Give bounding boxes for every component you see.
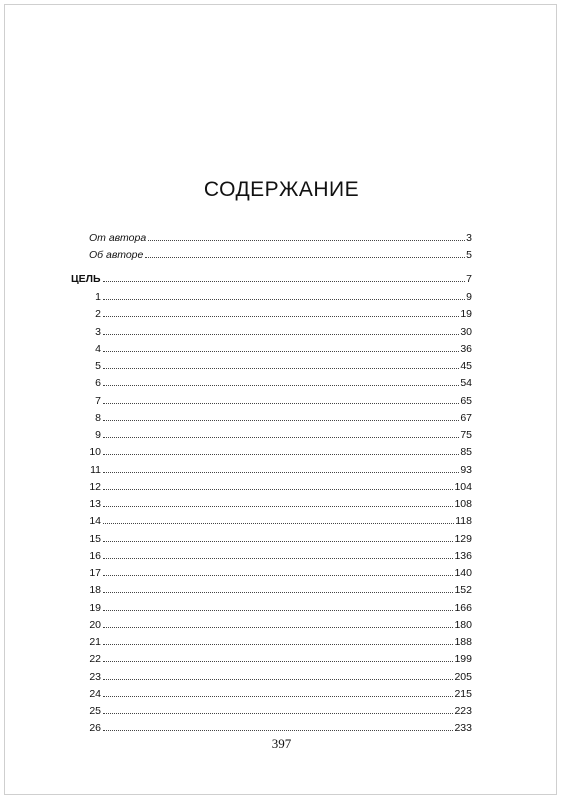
dot-leader xyxy=(103,420,459,421)
dot-leader xyxy=(103,541,453,542)
toc-entry-chapter[interactable] xyxy=(89,649,472,665)
toc-entry-chapter[interactable] xyxy=(89,529,472,545)
toc-entry-label: 12 xyxy=(89,480,101,493)
page-title: СОДЕРЖАНИЕ xyxy=(203,178,360,201)
toc-entry-chapter[interactable] xyxy=(89,563,472,579)
toc-entry-page: 3 xyxy=(466,232,472,244)
dot-leader xyxy=(103,454,459,455)
dot-leader xyxy=(103,368,459,369)
dot-leader xyxy=(103,730,453,731)
toc-entry-page: 67 xyxy=(460,411,472,424)
toc-entry-label: 1 xyxy=(95,291,101,303)
toc-entry-page: 75 xyxy=(460,429,472,441)
toc-entry-label: 14 xyxy=(89,515,101,528)
toc-entry-page: 93 xyxy=(460,463,472,476)
toc-entry-chapter[interactable] xyxy=(89,460,472,476)
toc-entry-page: 65 xyxy=(460,394,472,407)
toc-entry-chapter[interactable] xyxy=(89,615,472,631)
toc-entry-page: 85 xyxy=(460,446,472,459)
dot-leader xyxy=(103,437,459,438)
toc-entry-chapter[interactable] xyxy=(89,287,472,303)
toc-entry-chapter[interactable] xyxy=(89,632,472,648)
toc-entry-label: 19 xyxy=(89,601,101,614)
toc-entry-page: 180 xyxy=(454,618,472,631)
toc-entry-page: 19 xyxy=(460,308,472,321)
toc-entry-label: 9 xyxy=(95,429,101,441)
toc-entry-chapter[interactable] xyxy=(89,408,472,424)
toc-entry-page: 5 xyxy=(466,249,472,261)
toc-entry-label: 22 xyxy=(89,653,101,666)
toc-part-page: 7 xyxy=(466,273,472,285)
toc-entry-page: 54 xyxy=(460,377,472,390)
toc-entry-chapter[interactable] xyxy=(89,718,472,734)
dot-leader xyxy=(145,257,465,258)
toc-entry-label: Об авторе xyxy=(89,249,144,261)
dot-leader xyxy=(103,679,453,680)
toc-entry-chapter[interactable] xyxy=(89,546,472,562)
toc-entry-chapter[interactable] xyxy=(89,339,472,355)
dot-leader xyxy=(103,610,453,611)
dot-leader xyxy=(103,523,454,524)
toc-entry-label: 11 xyxy=(90,463,101,476)
toc-entry-label: 7 xyxy=(95,394,101,407)
dot-leader xyxy=(103,351,459,352)
toc-entry-chapter[interactable] xyxy=(89,701,472,717)
toc-entry-chapter[interactable] xyxy=(89,598,472,614)
toc-entry-label: 5 xyxy=(95,360,101,372)
toc-entry-page: 205 xyxy=(454,670,472,683)
dot-leader xyxy=(103,403,459,404)
dot-leader xyxy=(103,661,453,662)
toc-entry-chapter[interactable] xyxy=(89,667,472,683)
toc-entry-label: 15 xyxy=(89,532,101,545)
toc-entry-page: 188 xyxy=(454,636,472,648)
dot-leader xyxy=(103,489,453,490)
toc-entry-page: 104 xyxy=(454,480,472,493)
dot-leader xyxy=(103,575,453,576)
dot-leader xyxy=(103,558,453,559)
toc-part-goal[interactable] xyxy=(71,269,472,285)
toc-entry-label: 10 xyxy=(89,446,101,459)
toc-entry-chapter[interactable] xyxy=(89,477,472,493)
toc-entry-chapter[interactable] xyxy=(89,391,472,407)
toc-entry-chapter[interactable] xyxy=(89,494,472,510)
toc-entry-from-author[interactable] xyxy=(89,228,472,244)
toc-entry-page: 136 xyxy=(454,549,472,562)
toc-entry-chapter[interactable] xyxy=(89,356,472,372)
dot-leader xyxy=(103,299,465,300)
dot-leader xyxy=(103,592,453,593)
toc-entry-label: 13 xyxy=(89,498,101,510)
toc-entry-page: 30 xyxy=(460,325,472,338)
dot-leader xyxy=(103,627,453,628)
dot-leader xyxy=(103,385,459,386)
toc-entry-page: 9 xyxy=(466,291,472,303)
toc-entry-label: 26 xyxy=(89,722,101,735)
toc-entry-label: 4 xyxy=(95,342,101,355)
toc-part-label: ЦЕЛЬ xyxy=(71,273,101,285)
toc-entry-label: 16 xyxy=(89,549,101,562)
toc-entry-label: 6 xyxy=(95,377,101,390)
toc-entry-page: 45 xyxy=(460,360,472,372)
toc-entry-label: 18 xyxy=(89,584,101,597)
toc-entry-page: 233 xyxy=(454,722,472,735)
toc-entry-page: 215 xyxy=(454,687,472,700)
page-number: 397 xyxy=(271,736,292,751)
toc-entry-label: 17 xyxy=(89,567,101,579)
toc-entry-page: 118 xyxy=(455,515,472,528)
dot-leader xyxy=(103,506,453,507)
toc-entry-chapter[interactable] xyxy=(89,322,472,338)
dot-leader xyxy=(103,281,466,282)
toc-entry-page: 129 xyxy=(454,532,472,545)
toc-entry-page: 166 xyxy=(454,601,472,614)
toc-entry-about-author[interactable] xyxy=(89,245,472,261)
toc-entry-page: 36 xyxy=(460,342,472,355)
toc-entry-label: От автора xyxy=(89,232,147,244)
toc-entry-chapter[interactable] xyxy=(89,511,472,527)
toc-entry-label: 8 xyxy=(95,411,101,424)
toc-entry-page: 199 xyxy=(454,653,472,666)
toc-entry-label: 25 xyxy=(89,705,101,717)
dot-leader xyxy=(103,316,459,317)
dot-leader xyxy=(103,334,459,335)
toc-entry-page: 140 xyxy=(454,567,472,579)
dot-leader xyxy=(103,696,453,697)
toc-entry-chapter[interactable] xyxy=(89,442,472,458)
dot-leader xyxy=(148,240,465,241)
toc-entry-label: 2 xyxy=(95,308,101,321)
toc-entry-page: 223 xyxy=(454,705,472,717)
toc-entry-label: 23 xyxy=(89,670,101,683)
toc-entry-chapter[interactable] xyxy=(89,304,472,320)
toc-entry-chapter[interactable] xyxy=(89,684,472,700)
toc-entry-chapter[interactable] xyxy=(89,373,472,389)
toc-entry-label: 20 xyxy=(89,618,101,631)
toc-entry-label: 24 xyxy=(89,687,101,700)
toc-entry-label: 21 xyxy=(89,636,101,648)
dot-leader xyxy=(103,713,453,714)
toc-entry-chapter[interactable] xyxy=(89,425,472,441)
toc-entry-chapter[interactable] xyxy=(89,580,472,596)
toc-entry-page: 152 xyxy=(454,584,472,597)
dot-leader xyxy=(103,644,453,645)
dot-leader xyxy=(103,472,459,473)
toc-entry-label: 3 xyxy=(95,325,101,338)
toc-entry-page: 108 xyxy=(454,498,472,510)
